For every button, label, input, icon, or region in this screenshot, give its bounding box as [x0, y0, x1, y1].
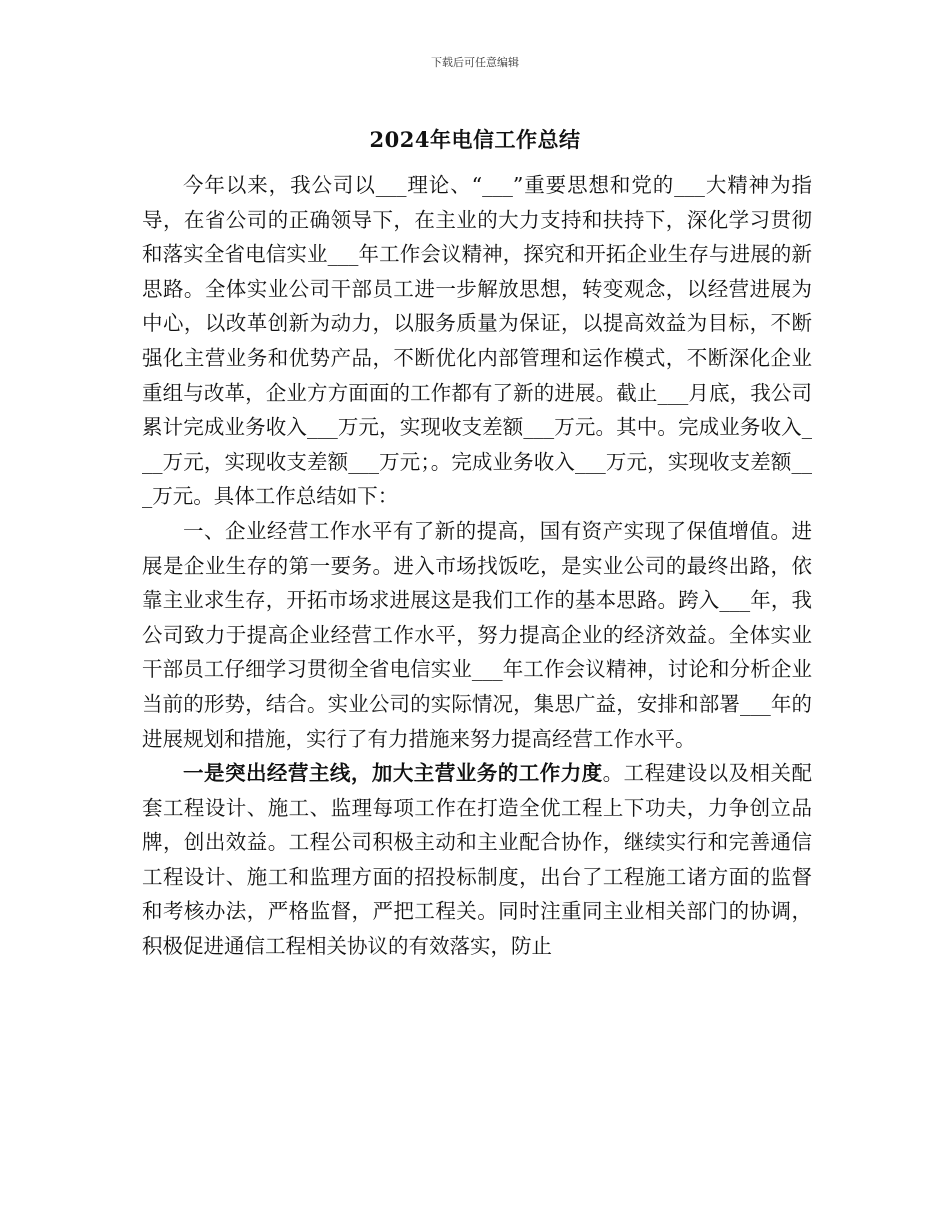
paragraph-intro-text: 今年以来，我公司以___理论、“___”重要思想和党的___大精神为指导，在省公司的正确领导下，在主业的大力支持和扶持下，深化学习贯彻和落实全省电信实业___年工作会议精神，探究和开拓企业生存与进展的新思路。全体实业公司干部员工进一步解放思想，转变观念，以经营进展为中心，以改革创新为动力，以服务质量为保证，以提高效益为目标，不断强化主营业务和优势产品，不断优化内部管理和运作模式，不断深化企业重组与改革，企业方方面面的工作都有了新的进展。截止___月底，我公司累计完成业务收入___万元，实现收支差额___万元。其中。完成业务收入___万元，实现收支差额___万元；。完成业务收入___万元，实现收支差额___万元。具体工作总结如下：	[142, 173, 812, 509]
paragraph-section-1	[142, 514, 812, 756]
paragraph-point-1	[142, 756, 812, 964]
paragraph-section-1-text: 一、企业经营工作水平有了新的提高，国有资产实现了保值增值。进展是企业生存的第一要务。进入市场找饭吃，是实业公司的最终出路，依靠主业求生存，开拓市场求进展这是我们工作的基本思路。跨入___年，我公司致力于提高企业经营工作水平，努力提高企业的经济效益。全体实业干部员工仔细学习贯彻全省电信实业___年工作会议精神，讨论和分析企业当前的形势，结合。实业公司的实际情况，集思广益，安排和部署___年的进展规划和措施，实行了有力措施来努力提高经营工作水平。	[142, 518, 812, 751]
document-title: 2024年电信工作总结	[369, 127, 581, 152]
header-note: 下载后可任意编辑	[431, 56, 519, 69]
paragraph-point-1-lead: 一是突出经营主线，加大主营业务的工作力度	[183, 761, 603, 786]
paragraph-intro	[142, 168, 812, 514]
document-body	[142, 168, 812, 964]
paragraph-point-1-text: 。工程建设以及相关配套工程设计、施工、监理每项工作在打造全优工程上下功夫，力争创立品牌，创出效益。工程公司积极主动和主业配合协作，继续实行和完善通信工程设计、施工和监理方面的招投标制度，出台了工程施工诸方面的监督和考核办法，严格监督，严把工程关。同时注重同主业相关部门的协调，积极促进通信工程相关协议的有效落实，防止	[142, 761, 813, 959]
